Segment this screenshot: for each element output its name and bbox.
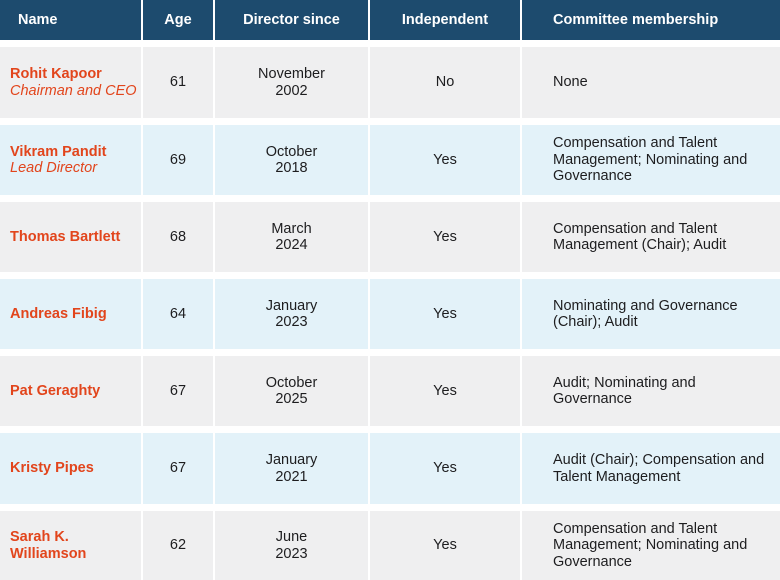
director-title: Lead Director (10, 160, 98, 176)
name-cell (0, 279, 141, 349)
committee-cell: Audit; Nominating and Governance (522, 356, 780, 426)
director-title: Chairman and CEO (10, 82, 137, 99)
director-since-value: March 2024 (271, 220, 312, 253)
independent-cell: Yes (370, 279, 520, 349)
name-cell (0, 47, 141, 118)
director-since-cell (215, 279, 368, 349)
age-cell: 62 (143, 511, 213, 580)
header-name: Name (0, 0, 141, 40)
director-name: Thomas Bartlett (10, 228, 121, 245)
table-row (0, 202, 780, 272)
director-since-value: January 2021 (265, 452, 318, 485)
header-independent: Independent (370, 0, 520, 40)
director-since-value: January 2023 (265, 297, 318, 330)
independent-cell: Yes (370, 202, 520, 272)
committee-cell: Compensation and Talent Management (Chair); Audit (522, 202, 780, 272)
table-row (0, 511, 780, 580)
committee-cell: Compensation and Talent Management; Nominating and Governance (522, 125, 780, 195)
director-since-value: October 2018 (265, 143, 318, 176)
age-cell: 69 (143, 125, 213, 195)
director-name: Andreas Fibig (10, 305, 107, 322)
director-name: Kristy Pipes (10, 460, 94, 477)
name-cell (0, 433, 141, 504)
director-since-cell (215, 356, 368, 426)
table-row (0, 47, 780, 118)
director-since-cell (215, 202, 368, 272)
committee-cell: Compensation and Talent Management; Nominating and Governance (522, 511, 780, 580)
committee-cell: Nominating and Governance (Chair); Audit (522, 279, 780, 349)
independent-cell: Yes (370, 433, 520, 504)
independent-cell: Yes (370, 356, 520, 426)
director-since-cell (215, 433, 368, 504)
table-row (0, 279, 780, 349)
table-header (0, 0, 780, 40)
name-cell (0, 511, 141, 580)
name-cell (0, 356, 141, 426)
header-director-since: Director since (215, 0, 368, 40)
independent-cell: Yes (370, 125, 520, 195)
director-name: Vikram Pandit (10, 143, 107, 160)
age-cell: 68 (143, 202, 213, 272)
independent-cell: No (370, 47, 520, 118)
header-age: Age (143, 0, 213, 40)
independent-cell: Yes (370, 511, 520, 580)
table-row (0, 356, 780, 426)
table-row (0, 125, 780, 195)
director-since-cell (215, 511, 368, 580)
director-name: Rohit Kapoor (10, 66, 102, 82)
header-committee-membership: Committee membership (522, 0, 780, 40)
director-since-value: June 2023 (275, 529, 308, 562)
name-cell (0, 202, 141, 272)
age-cell: 67 (143, 433, 213, 504)
director-since-cell (215, 47, 368, 118)
age-cell: 67 (143, 356, 213, 426)
committee-cell: None (522, 47, 780, 118)
director-since-value: November 2002 (258, 66, 325, 99)
director-since-cell (215, 125, 368, 195)
table-row (0, 433, 780, 504)
director-name: Pat Geraghty (10, 382, 101, 399)
director-since-value: October 2025 (265, 374, 318, 407)
name-cell (0, 125, 141, 195)
committee-cell: Audit (Chair); Compensation and Talent Management (522, 433, 780, 504)
age-cell: 61 (143, 47, 213, 118)
age-cell: 64 (143, 279, 213, 349)
director-name: Sarah K. Williamson (10, 529, 87, 562)
